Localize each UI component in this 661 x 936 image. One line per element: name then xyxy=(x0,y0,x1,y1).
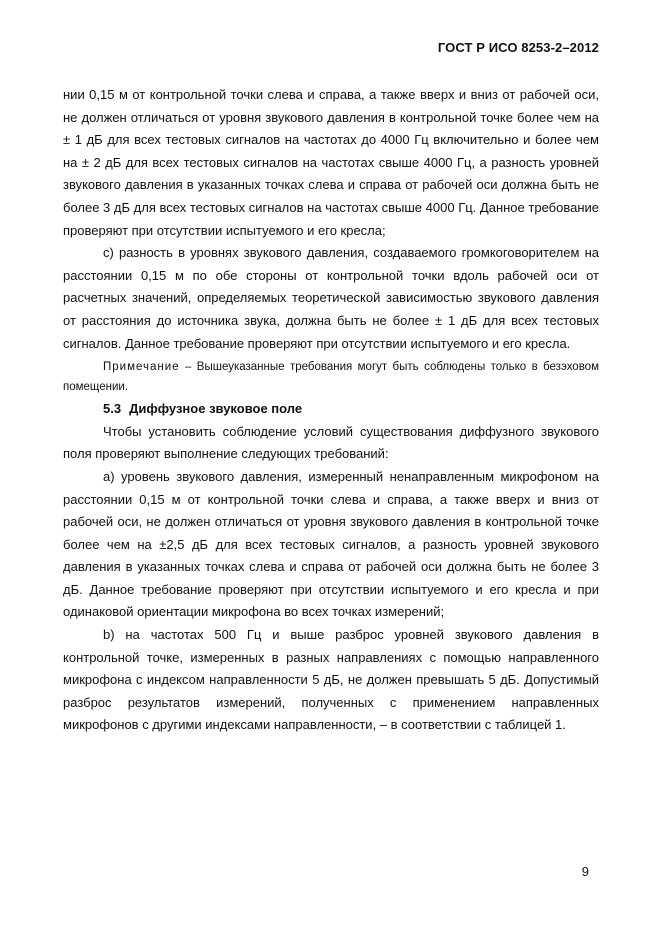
note-label: Примечание xyxy=(103,361,180,374)
standard-designation: ГОСТ Р ИСО 8253-2–2012 xyxy=(437,40,599,55)
paragraph-intro: Чтобы установить соблюдение условий существования диффузного звукового поля проверяют выполнение следующих требований: xyxy=(63,423,599,462)
paragraph-continuation: нии 0,15 м от контрольной точки слева и справа, а также вверх и вниз от рабочей оси, не должен отличаться от уровня звукового давления в контрольной точке более чем на ± 1 дБ для всех тестовых сигналов на частотах до 4000 Гц включительно и более чем на ± 2 дБ для всех тестовых сигналов на частотах свыше 4000 Гц, а разность уровней звукового давления в указанных точках слева и справа от рабочей оси должна быть не более 3 дБ для всех тестовых сигналов на частотах свыше 4000 Гц. Данное требование проверяют при отсутствии испытуемого и его кресла; xyxy=(63,87,599,238)
section-title: Диффузное звуковое поле xyxy=(129,401,303,417)
page-body xyxy=(63,84,599,737)
paragraph-item-c: c) разность в уровнях звукового давления, создаваемого громкоговорителем на расстоянии 0,15 м по обе стороны от контрольной точки вдоль рабочей оси от расчетных значений, определяемых теоретической зависимостью звукового давления от расстояния до источника звука, должна быть не более ± 1 дБ для всех тестовых сигналов. Данное требование проверяют при отсутствии испытуемого и его кресла. xyxy=(63,245,599,351)
note xyxy=(63,357,599,397)
paragraph-item-b: b) на частотах 500 Гц и выше разброс уровней звукового давления в контрольной точке, измеренных в разных направлениях с помощью направленного микрофона с индексом направленности 5 дБ, не должен превышать 5 дБ. Допустимый разброс результатов измерений, полученных с применением направленных микрофонов с другими индексами направленности, – в соответствии с таблицей 1. xyxy=(63,627,599,733)
section-number: 5.3 xyxy=(103,401,122,417)
page-number: 9 xyxy=(581,864,589,879)
note-text: – Вышеуказанные требования могут быть соблюдены только в безэховом помещении. xyxy=(63,361,599,394)
paragraph-item-a: a) уровень звукового давления, измеренный ненаправленным микрофоном на расстоянии 0,15 м от контрольной точки слева и справа, а также вверх и вниз от рабочей оси, не должен отличаться от уровня звукового давления в контрольной точке более чем на ±2,5 дБ для всех тестовых сигналов, а разность уровней звукового давления в указанных точках слева и справа от рабочей оси должна быть не более 3 дБ. Данное требование проверяют при отсутствии испытуемого и его кресла и при одинаковой ориентации микрофона во всех точках измерений; xyxy=(63,468,599,620)
section-heading xyxy=(63,398,599,421)
